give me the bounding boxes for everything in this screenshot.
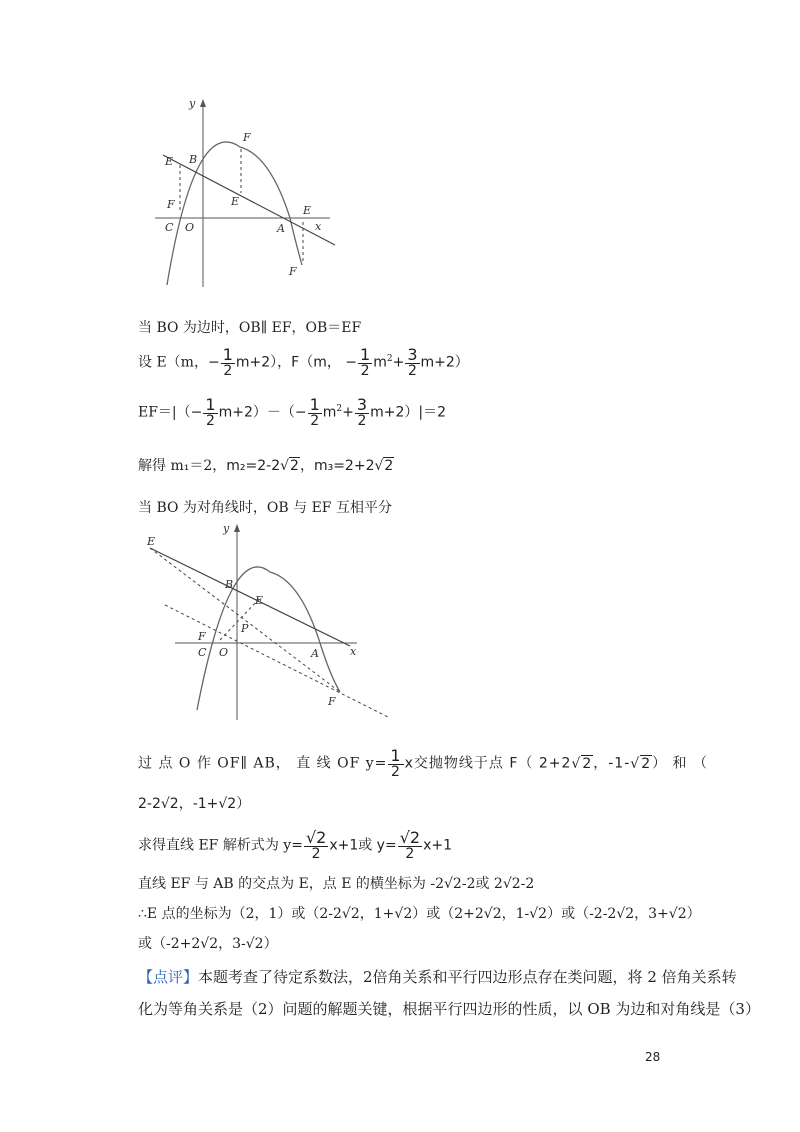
fig1-label: F [289, 265, 297, 278]
fig1-label: E [303, 204, 312, 217]
fig1-label: E [231, 195, 240, 208]
line-4: 解得 m₁＝2，m₂=2-2√2，m₃=2+2√2 [138, 458, 394, 474]
comment-line-1: 【点评】本题考查了待定系数法，2倍角关系和平行四边形点存在类问题，将 2 倍角关系转 [138, 968, 737, 986]
line-1: 当 BO 为边时，OB∥ EF，OB＝EF [138, 320, 362, 336]
fig2-label: x [350, 645, 357, 658]
fig1-label: F [243, 131, 251, 144]
figure-2 [135, 520, 400, 725]
fraction: $\frac{1}{2}$ [309, 395, 320, 429]
fraction: $\frac{3}{2}$ [407, 345, 418, 379]
fig2-label: F [198, 630, 206, 643]
fig2-label: A [311, 647, 319, 660]
comment-tag: 【点评】 [138, 968, 199, 986]
line-5: 当 BO 为对角线时，OB 与 EF 互相平分 [138, 500, 392, 516]
line-2: 设 E（m，− $\frac{1}{2}$ m+2），F（m， − $\frac{1}{2}$ $m^2+$ $\frac{3}{2}$ m+2） [138, 345, 469, 379]
fig2-label: F [328, 695, 336, 708]
fig2-label: C [198, 646, 207, 659]
line-10: ∴E 点的坐标为（2，1）或（2-2√2，1+√2）或（2+2√2，1-√2）或（-2-2√2，3+√2） [138, 906, 701, 922]
comment-line-2: 化为等角关系是（2）问题的解题关键，根据平行四边形的性质，以 OB 为边和对角线是（3） [138, 1000, 760, 1018]
line-11: 或（-2+2√2，3-√2） [138, 936, 278, 952]
fig2-label: B [225, 578, 234, 591]
fig1-label: x [315, 220, 322, 233]
fig1-label: y [189, 97, 196, 110]
text: 设 E（m， [138, 354, 208, 371]
figure-1 [155, 95, 355, 295]
fig1-label: F [167, 198, 175, 211]
line-9: 直线 EF 与 AB 的交点为 E，点 E 的横坐标为 -2√2-2或 2√2-2 [138, 876, 535, 892]
fraction: $\frac{3}{2}$ [356, 395, 368, 429]
fraction: $\frac{1}{2}$ [205, 395, 216, 429]
fraction: $\frac{√2}{2}$ [399, 828, 421, 862]
line-7: 2-2√2，-1+√2） [138, 796, 251, 812]
fig1-label: B [189, 153, 198, 166]
fraction: $\frac{1}{2}$ [360, 345, 371, 379]
line-3: EF＝|（− $\frac{1}{2}$ m+2）－（− $\frac{1}{2}$ $m^2+$ $\frac{3}{2}$ m+2）|＝2 [138, 395, 446, 429]
page-number: 28 [645, 1050, 661, 1064]
fig2-label: E [147, 535, 156, 548]
line-8: 求得直线 EF 解析式为 y= $\frac{√2}{2}$ x+1或 y= $\frac{√2}{2}$ x+1 [138, 828, 453, 862]
fig1-label: O [185, 221, 195, 234]
fig2-label: E [255, 594, 264, 607]
fig2-label: O [219, 646, 229, 659]
fig2-label: P [241, 622, 249, 635]
line-6: 过 点 O 作 OF∥ AB， 直 线 OF y= $\frac{1}{2}$ x交抛物线于点 F（ 2+2√2，-1-√2） 和 （ [138, 746, 709, 780]
fraction: $\frac{1}{2}$ [222, 345, 233, 379]
fig1-label: A [277, 222, 285, 235]
fig1-label: E [165, 155, 174, 168]
fig1-label: C [165, 221, 174, 234]
fig2-label: y [223, 522, 230, 535]
fraction: $\frac{√2}{2}$ [305, 828, 327, 862]
fraction: $\frac{1}{2}$ [390, 746, 402, 780]
